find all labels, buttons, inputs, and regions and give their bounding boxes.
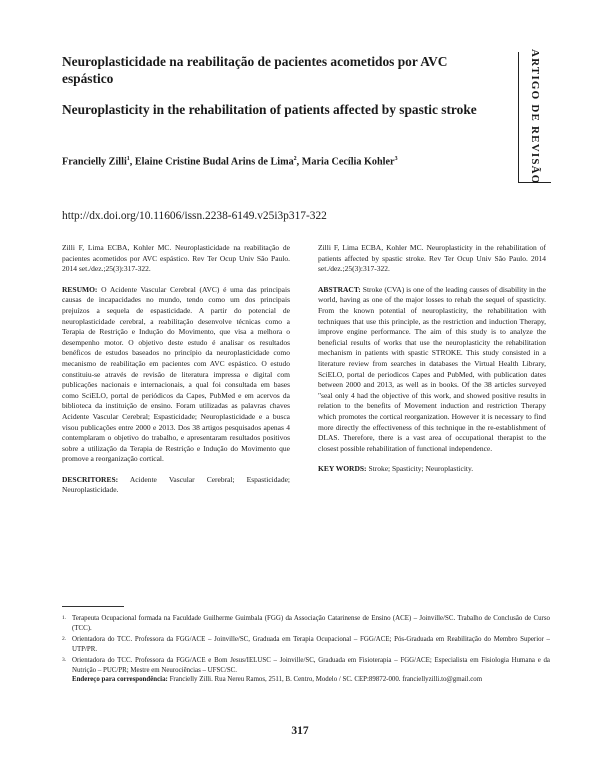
footnote-text — [72, 656, 550, 685]
keywords-portuguese — [62, 475, 290, 496]
author-name: Elaine Cristine Budal Arins de Lima — [134, 156, 294, 168]
doi-link[interactable]: http://dx.doi.org/10.11606/issn.2238-6149.v25i3p317-322 — [62, 210, 327, 222]
author-affiliation-mark: 2 — [293, 156, 297, 162]
abstract-label: RESUMO: — [62, 284, 98, 294]
keywords-english — [318, 464, 546, 475]
section-label: ARTIGO DE REVISÃO — [529, 49, 541, 185]
english-abstract-column — [318, 243, 546, 485]
keywords-label: DESCRITORES: — [62, 474, 119, 484]
article-title-portuguese: Neuroplasticidade na reabilitação de pacientes acometidos por AVC espástico — [62, 54, 448, 86]
page-number: 317 — [291, 725, 309, 737]
footnote-item — [62, 614, 550, 633]
footnote-number: 3. — [62, 657, 67, 663]
footnote-item — [62, 656, 550, 685]
author-list: Francielly Zilli$^1$, Elaine Cristine Budal Arins de Lima$^2$, Maria Cecília Kohler$^3$ — [62, 156, 398, 168]
article-title-english: Neuroplasticity in the rehabilitation of patients affected by spastic stroke — [62, 102, 477, 117]
abstract-english — [318, 285, 546, 455]
citation-english: Zilli F, Lima ECBA, Kohler MC. Neuroplasticity in the rehabilitation of patients affected by spastic stroke. Rev Ter Ocup Univ São Paulo. 2014 set./dez.;25(3):317-322. — [318, 243, 546, 274]
author-name: Francielly Zilli — [62, 156, 127, 168]
abstract-text: O Acidente Vascular Cerebral (AVC) é uma das principais causas de incapacidades no mundo, tendo como um dos principais prejuízos a sequela de espasticidade. A partir do potencial de neuroplasticidade cerebral, a reabilitação desenvolve técnicas como a Terapia de Restrição e Indução do Movimento, que visa a melhora o desempenho motor. O objetivo deste estudo é analisar os resultados benéficos de estudos baseados no princípio da neuroplasticidade como mecanismo de reabilitação em pacientes com AVC espástico. O estudo constituiu-se através de revisão de literatura impressa e digital com publicações nacionais e internacionais, a qual foi consultada em bases como SciELO, portal de periódicos da Capes, PubMed e em acervos da biblioteca da instituição de ensino. Foram utilizadas as palavras chaves Acidente Vascular Cerebral; Espasticidade; Neuroplasticidade e a busca visou publicações entre 2000 e 2013. Dos 38 artigos pesquisados apenas 4 contemplaram o objetivo do trabalho, e apresentaram resultados positivos sobre a utilização da Terapia de Restrição e Indução do Movimento que promove a reorganização cortical. — [62, 284, 290, 464]
footnote-number: 1. — [62, 615, 67, 621]
keywords-label: KEY WORDS: — [318, 464, 367, 474]
citation-portuguese: Zilli F, Lima ECBA, Kohler MC. Neuroplasticidade na reabilitação de pacientes acometidos por AVC espástico. Rev Ter Ocup Univ São Paulo. 2014 set./dez.;25(3):317-322. — [62, 243, 290, 274]
portuguese-abstract-column — [62, 243, 290, 506]
correspondence-label: Endereço para correspondência: — [72, 676, 168, 683]
footnote-divider — [62, 606, 124, 607]
author-affiliation-mark: 3 — [394, 156, 398, 162]
keywords-text: Stroke; Spasticity; Neuroplasticity. — [368, 464, 474, 474]
abstract-portuguese — [62, 285, 290, 465]
keywords-text: Acidente Vascular Cerebral; Espasticidade; Neuroplasticidade. — [62, 474, 291, 495]
author-name: Maria Cecília Kohler — [301, 156, 395, 168]
author-affiliation-mark: 1 — [126, 156, 130, 162]
abstract-text: Stroke (CVA) is one of the leading causes of disability in the world, having as one of the major losses to rehab the sequel of spasticity. From the known potential of neuroplasticity, the rehabilitation with techniques that use this principle, as the restriction and induction Therapy, improve engine performance. The aim of this study is to analyze the beneficial results of works that use the neuroplasticity the rehabilitation mechanism in patients with spastic STROKE. This study consisted in a literature review from searches in databases the Virtual Health Library, SciELO, portal de periodicos Capes and PubMed, with publication dates between 2000 and 2013, as well as in books. Of the 38 articles surveyed "seal only 4 had the objective of this work, and showed positive results in relation to the benefits of Movement induction and restriction Therapy which promotes the cortical reorganization. However it is necessary to find more directly the effectiveness of this technique in the re-establishment of DLAS. Therefore, there is a vast area of occupational therapist to the closest possible rehabilitation of functional independence. — [318, 284, 547, 453]
section-label-tab — [518, 49, 551, 185]
footnote-text: Terapeuta Ocupacional formada na Faculdade Guilherme Guimbala (FGG) da Associação Catarinense de Ensino (ACE) – Joinville/SC. Trabalho de Conclusão de Curso (TCC). — [72, 615, 550, 632]
abstract-label: ABSTRACT: — [318, 284, 361, 294]
footnote-text: Orientadora do TCC. Professora da FGG/ACE – Joinville/SC, Graduada em Terapia Ocupacional – FGG/ACE; Pós-Graduada em Reabilitação do Membro Superior – UTP/PR. — [72, 636, 550, 653]
correspondence-text: Francielly Zilli. Rua Nereu Ramos, 2511, B. Centro, Modelo / SC. CEP:89872-000. franciellyzilli.to@gmail.com — [169, 676, 483, 683]
footnote-text-body: Orientadora do TCC. Professora da FGG/ACE e Bom Jesus/IELUSC – Joinville/SC, Graduada em Fisioterapia – FGG/ACE; Especialista em Fisiologia Humana e da Nutrição – PUC/PR; Mestre em Neurociências – UFSC/SC. — [72, 657, 550, 674]
footnote-number: 2. — [62, 636, 67, 642]
footnotes — [62, 614, 550, 687]
footnote-item — [62, 635, 550, 654]
